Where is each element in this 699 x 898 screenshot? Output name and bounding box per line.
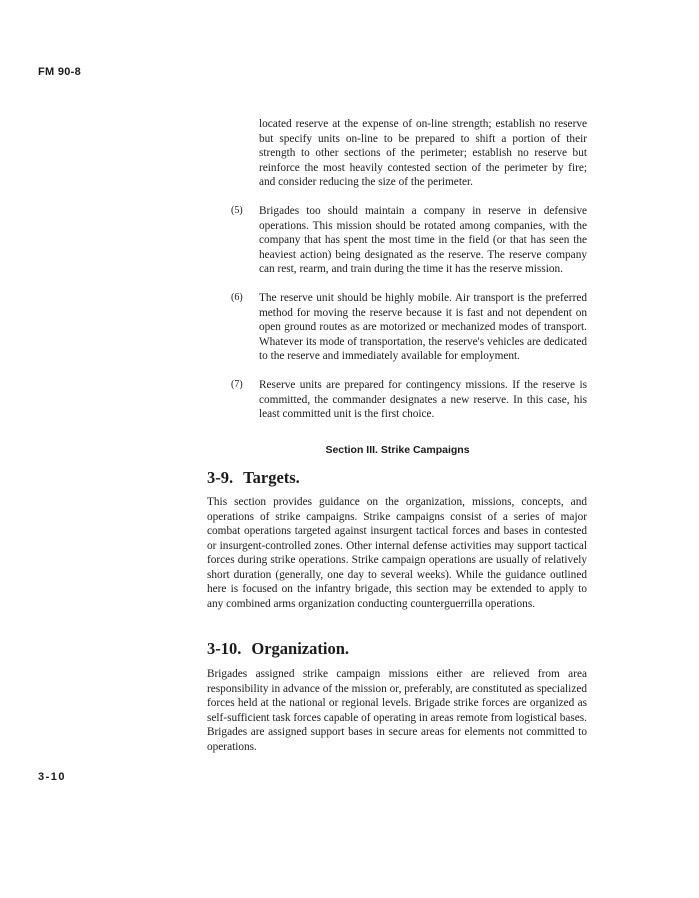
list-item-text: The reserve unit should be highly mobile. Air transport is the preferred method for moving the reserve because it is fast and not dependent on open ground routes as are motorized or mechanized modes of transport. Whatever its mode of transportation, the reserve's vehicles are dedicated to the reserve and immediately available for employment. bbox=[259, 292, 587, 362]
list-item-7 bbox=[231, 378, 587, 422]
list-item-number: (5) bbox=[231, 205, 243, 216]
targets-heading-number: 3-9. bbox=[207, 468, 234, 487]
page-number: 3-10 bbox=[38, 771, 67, 783]
list-item-6 bbox=[231, 291, 587, 364]
organization-paragraph: Brigades assigned strike campaign missions either are relieved from area responsibility in advance of the mission or, preferably, are constituted as specialized forces held at the national or regional levels. Brigade strike forces are organized as self-sufficient task forces capable of operating in areas remote from logistical bases. Brigades are assigned support bases in secure areas for elements not committed to operations. bbox=[207, 668, 587, 753]
manual-header: FM 90-8 bbox=[38, 66, 82, 78]
list-item-5 bbox=[231, 204, 587, 277]
targets-paragraph: This section provides guidance on the organization, missions, concepts, and operations of strike campaigns. Strike campaigns consist of a series of major combat operations targeted against insurgent tactical forces and bases in contested or insurgent-controlled zones. Other internal defense activities may support tactical forces during strike operations. Strike campaign operations are usually of relatively short duration (generally, one day to several weeks). While the guidance outlined here is focused on the infantry brigade, this section may be extended to apply to any combined arms organization conducting counterguerrilla operations. bbox=[207, 496, 587, 610]
list-item-number: (6) bbox=[231, 292, 243, 303]
section-heading: Section III. Strike Campaigns bbox=[325, 444, 470, 456]
list-item-text: Brigades too should maintain a company in reserve in defensive operations. This mission should be rotated among companies, with the company that has spent the most time in the field (or that has seen the heaviest action) being designated as the reserve. The reserve company can rest, rearm, and train during the time it has the reserve mission. bbox=[259, 205, 587, 275]
list-item-number: (7) bbox=[231, 379, 243, 390]
list-item-text: Reserve units are prepared for contingency missions. If the reserve is committed, the commander designates a new reserve. In this case, his least committed unit is the first choice. bbox=[259, 379, 587, 420]
organization-heading-title: Organization. bbox=[251, 639, 349, 658]
targets-heading-title: Targets. bbox=[243, 468, 300, 487]
targets-heading bbox=[207, 468, 300, 488]
continued-paragraph: located reserve at the expense of on-line strength; establish no reserve but specify units on-line to be prepared to shift a portion of their strength to other sections of the perimeter; establish no reserve but reinforce the most heavily contested section of the perimeter by fire; and consider reducing the size of the perimeter. bbox=[259, 118, 587, 188]
organization-heading bbox=[207, 639, 349, 659]
organization-heading-number: 3-10. bbox=[207, 639, 242, 658]
